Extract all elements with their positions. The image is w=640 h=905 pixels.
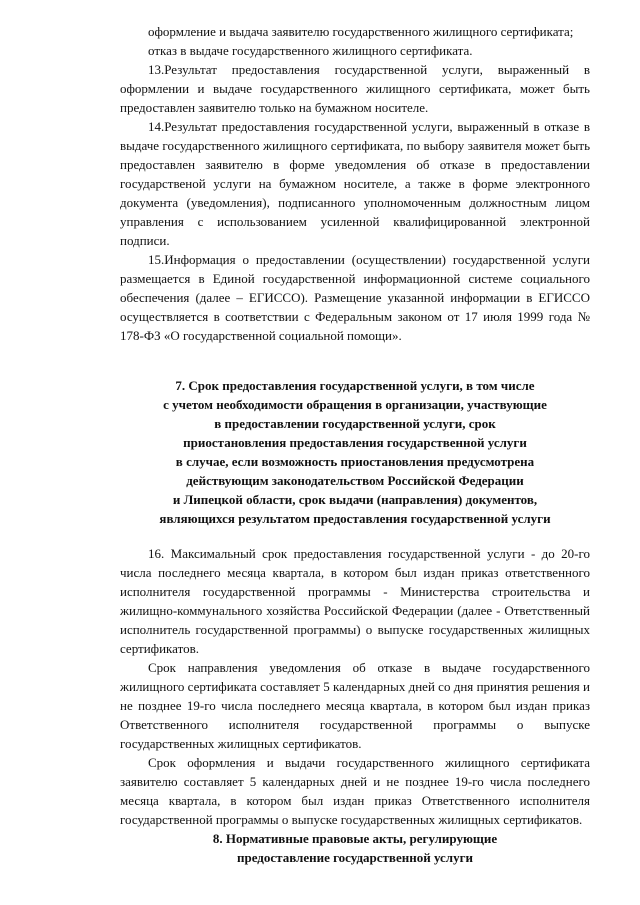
- paragraph-issue-certificate: оформление и выдача заявителю государственного жилищного сертификата;: [148, 24, 574, 39]
- heading-7-line: и Липецкой области, срок выдачи (направления) документов,: [172, 492, 538, 507]
- heading-7-line: являющихся результатом предоставления государственной услуги: [159, 511, 551, 526]
- heading-7-line: в предоставлении государственной услуги, срок: [214, 416, 496, 431]
- paragraph-13: 13.Результат предоставления государственной услуги, выраженный в оформлении и выдаче государственного жилищного сертификата, может быть предоставлен заявителю только на бумажном носителе.: [120, 62, 590, 115]
- heading-7-line: 7. Срок предоставления государственной услуги, в том числе: [175, 378, 535, 393]
- paragraph-issue-deadline: Срок оформления и выдачи государственного жилищного сертификата заявителю составляет 5 календарных дней и не позднее 19-го числа последнего месяца квартала, в котором был издан приказ Ответственного исполнителя государственной программы о выпуске государственных жилищных сертификатов.: [120, 755, 590, 827]
- section-heading-7: [120, 376, 590, 528]
- paragraph-refusal: отказ в выдаче государственного жилищного сертификата.: [148, 43, 473, 58]
- heading-8-line: 8. Нормативные правовые акты, регулирующие: [212, 831, 498, 846]
- section-heading-8: [120, 829, 590, 867]
- paragraph-refusal-deadline: Срок направления уведомления об отказе в выдаче государственного жилищного сертификата составляет 5 календарных дней со дня принятия решения и не позднее 19-го числа последнего месяца квартала, в котором был издан приказ Ответственного исполнителя государственной программы о выпуске государственных жилищных сертификатов.: [120, 660, 590, 751]
- paragraph-14: 14.Результат предоставления государственной услуги, выраженный в отказе в выдаче государственного жилищного сертификата, по выбору заявителя может быть предоставлен заявителю в форме уведомления об отказе в предоставлении государственой услуги на бумажном носителе, а также в форме электронного документа (уведомления), подписанного уполномоченным должностным лицом управления с использованием усиленной квалифицированной электронной подписи.: [120, 119, 590, 248]
- heading-7-line: с учетом необходимости обращения в организации, участвующие: [163, 397, 547, 412]
- text-block-results: [120, 22, 590, 345]
- text-block-deadlines: [120, 544, 590, 829]
- heading-7-line: действующим законодательством Российской Федерации: [186, 473, 524, 488]
- heading-8-line: предоставление государственной услуги: [236, 850, 473, 865]
- heading-7-line: приостановления предоставления государственной услуги: [183, 435, 527, 450]
- paragraph-16: 16. Максимальный срок предоставления государственной услуги - до 20-го числа последнего месяца квартала, в котором был издан приказ ответственного исполнителя государственной программы - Министерства строительства и жилищно-коммунального хозяйства Российской Федерации (далее - Ответственный исполнитель государственной программы) о выпуске государственных жилищных сертификатов.: [120, 546, 590, 656]
- heading-7-line: в случае, если возможность приостановления предусмотрена: [175, 454, 535, 469]
- paragraph-15: 15.Информация о предоставлении (осуществлении) государственной услуги размещается в Единой государственной информационной системе социального обеспечения (далее – ЕГИССО). Размещение указанной информации в ЕГИССО осуществляется в соответствии с Федеральным законом от 17 июля 1999 года № 178-ФЗ «О государственной социальной помощи».: [120, 252, 590, 343]
